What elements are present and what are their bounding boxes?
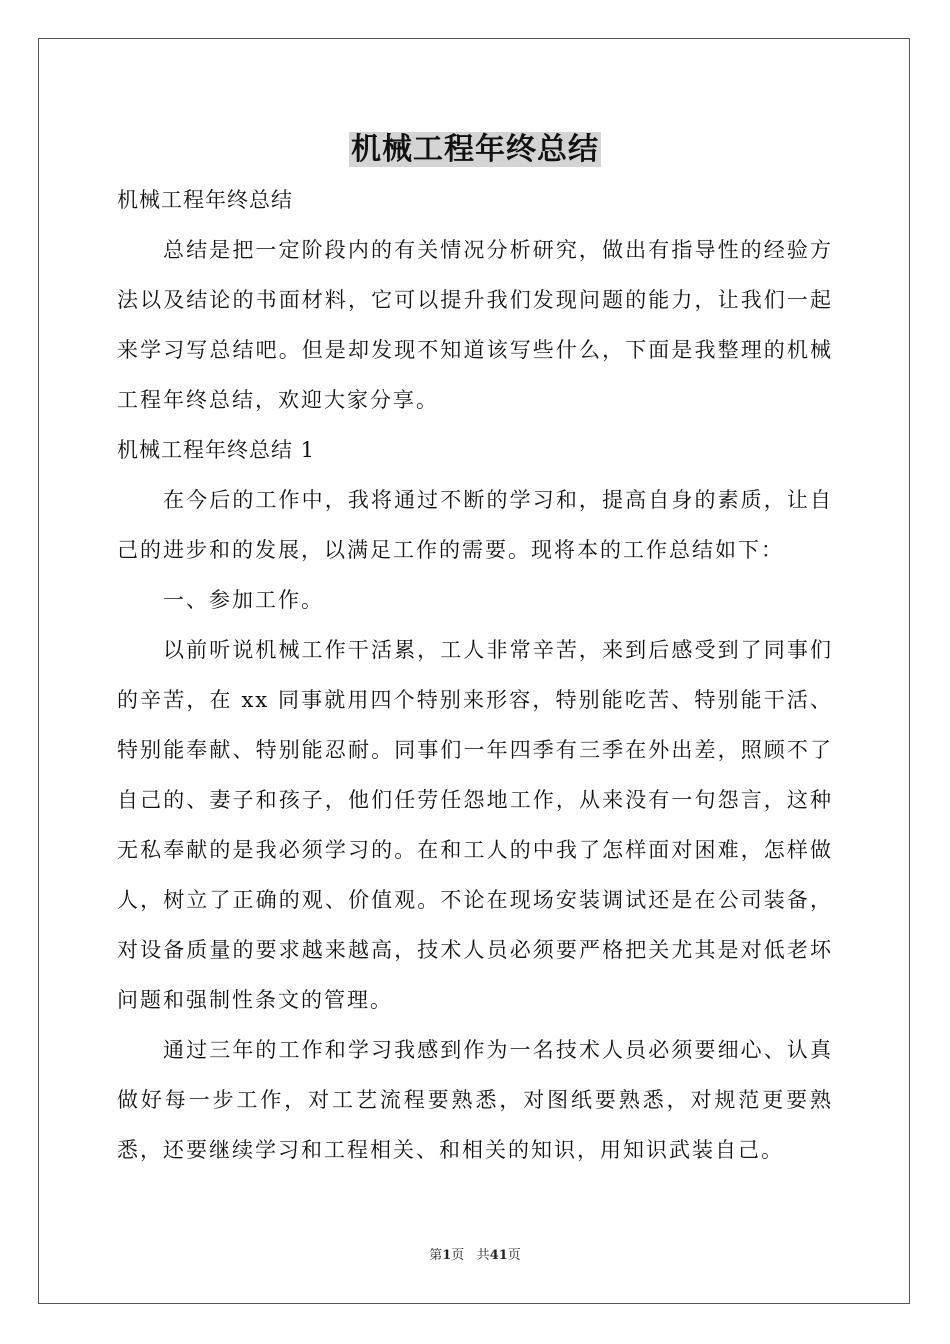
document-title — [0, 128, 950, 172]
document-body — [117, 175, 833, 1175]
paragraph: 总结是把一定阶段内的有关情况分析研究，做出有指导性的经验方法以及结论的书面材料，它可以提升我们发现问题的能力，让我们一起来学习写总结吧。但是却发现不知道该写些什么，下面是我整理的机械工程年终总结，欢迎大家分享。 — [117, 238, 833, 412]
section-heading: 机械工程年终总结 1 — [117, 438, 316, 462]
total-suffix: 页 — [507, 1248, 521, 1263]
page-total: 41 — [489, 1248, 508, 1263]
page-current: 1 — [442, 1248, 452, 1263]
page-suffix: 页 — [451, 1248, 465, 1263]
page-footer — [0, 1246, 950, 1266]
paragraph: 通过三年的工作和学习我感到作为一名技术人员必须要细心、认真做好每一步工作，对工艺流程要熟悉，对图纸要熟悉，对规范更要熟悉，还要继续学习和工程相关、和相关的知识，用知识武装自己。 — [117, 1038, 833, 1162]
paragraph: 以前听说机械工作干活累，工人非常辛苦，来到后感受到了同事们的辛苦，在 xx 同事就用四个特别来形容，特别能吃苦、特别能干活、特别能奉献、特别能忍耐。同事们一年四季有三季在外出差，照顾不了自己的、妻子和孩子，他们任劳任怨地工作，从来没有一句怨言，这种无私奉献的是我必须学习的。在和工人的中我了怎样面对困难，怎样做人，树立了正确的观、价值观。不论在现场安装调试还是在公司装备，对设备质量的要求越来越高，技术人员必须要严格把关尤其是对低老坏问题和强制性条文的管理。 — [117, 638, 833, 1012]
section-heading: 机械工程年终总结 — [117, 188, 293, 212]
paragraph: 一、参加工作。 — [163, 588, 324, 612]
page-prefix: 第 — [429, 1248, 443, 1263]
total-prefix: 共 — [476, 1248, 490, 1263]
paragraph: 在今后的工作中，我将通过不断的学习和，提高自身的素质，让自己的进步和的发展，以满足工作的需要。现将本的工作总结如下： — [117, 488, 833, 562]
document-title-text: 机械工程年终总结 — [351, 132, 599, 167]
